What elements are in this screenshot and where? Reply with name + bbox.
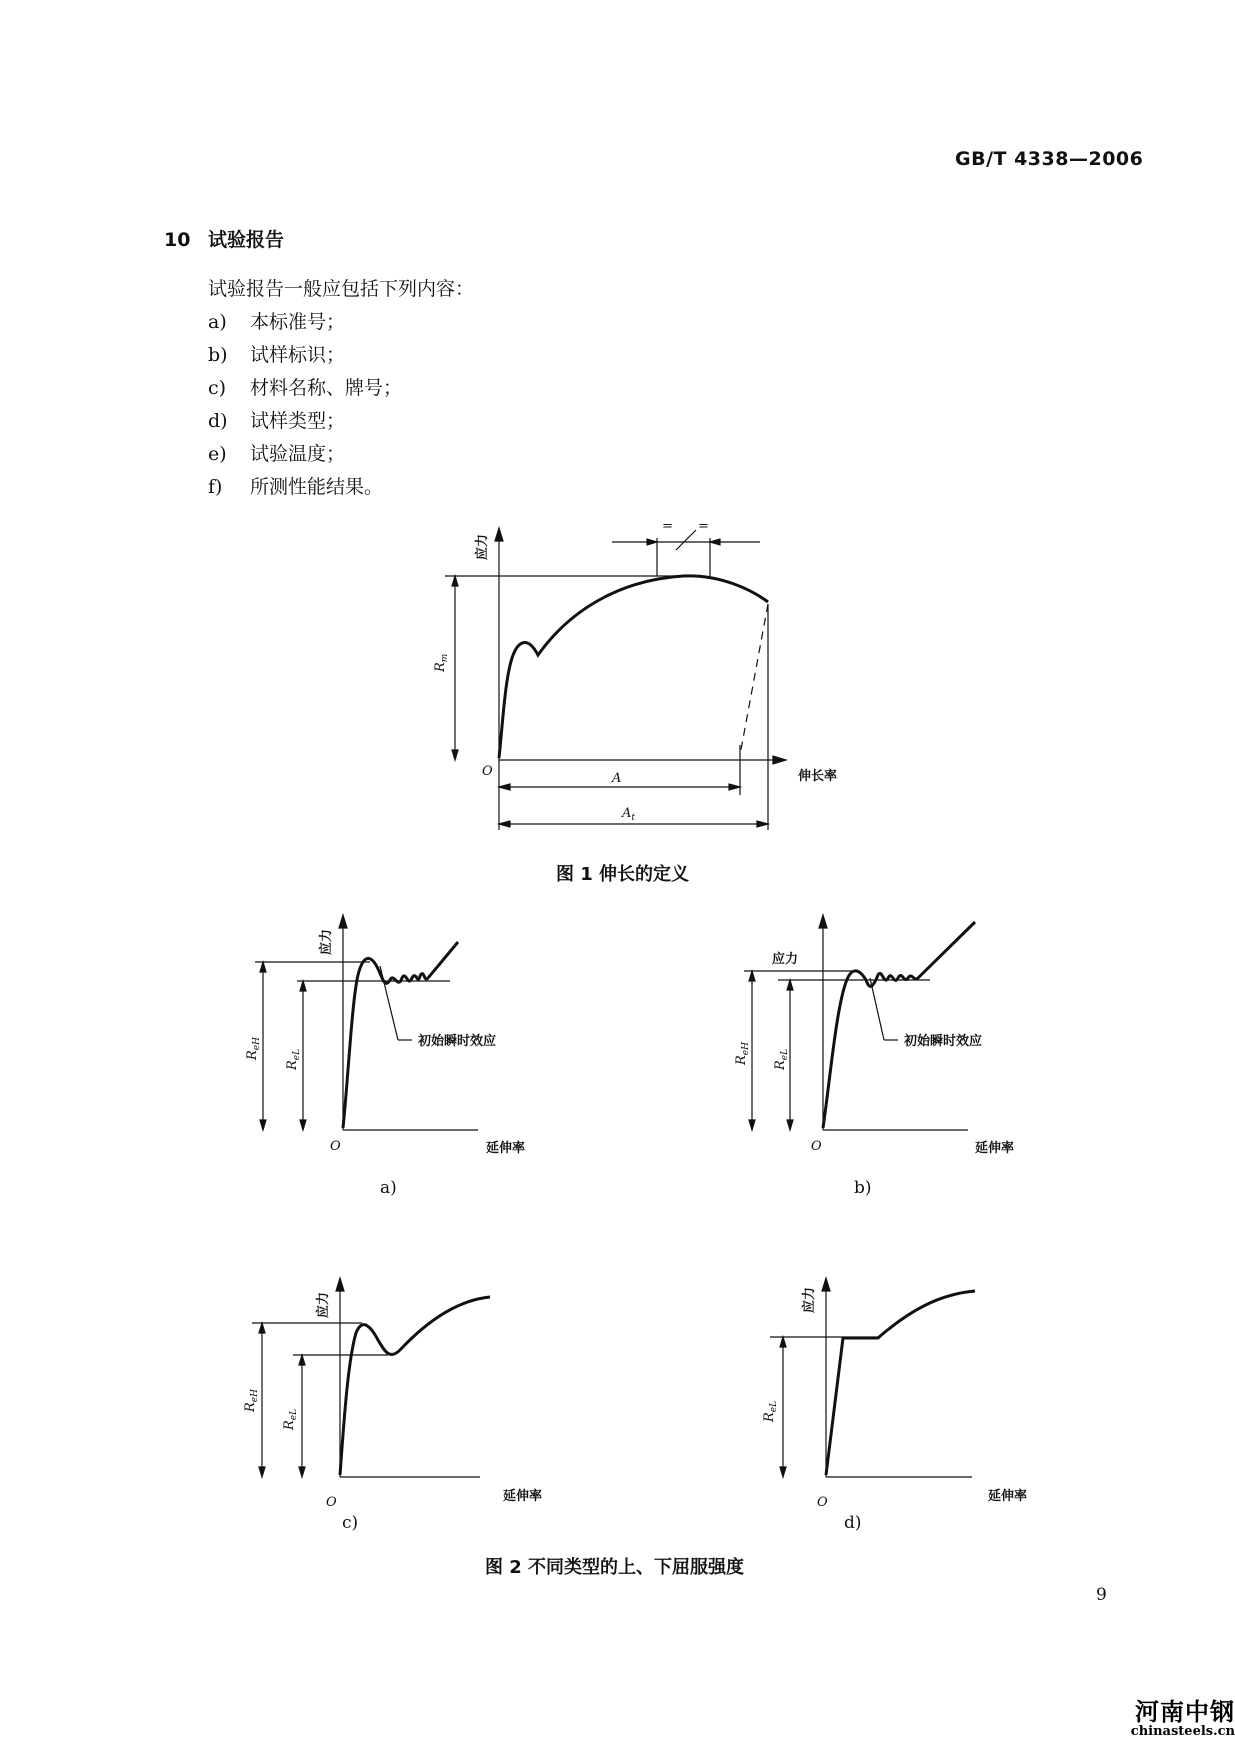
panel-b-annotation: 初始瞬时效应 [904, 1034, 983, 1049]
list-marker: f) [208, 476, 223, 498]
panel-c-rel-label: $R_{eL}$ [282, 1408, 299, 1430]
rm-label: $R_m$ [433, 653, 450, 672]
watermark-en: chinasteels.cn [1130, 1724, 1235, 1739]
list-marker: c) [208, 377, 227, 399]
panel-d-rel-label: $R_{eL}$ [762, 1400, 779, 1422]
panel-d-x-label: 延伸率 [988, 1489, 1028, 1504]
section-number: 10 [164, 229, 191, 251]
list-marker: b) [208, 344, 228, 366]
list-text: 所测性能结果。 [250, 476, 384, 498]
panel-a-reh-label: $R_{eH}$ [245, 1037, 262, 1060]
list-marker: e) [208, 443, 227, 465]
panel-d-graph [770, 1278, 975, 1477]
panel-c-y-label: 应力 [316, 1291, 331, 1318]
watermark-cn: 河南中钢 [1135, 1698, 1235, 1726]
panel-a-origin: O [330, 1139, 341, 1154]
panel-a-graph [255, 915, 478, 1130]
panel-c-reh-label: $R_{eH}$ [243, 1389, 260, 1412]
panel-b-rel-label: $R_{eL}$ [773, 1048, 790, 1070]
figure-1-caption: 图 1 伸长的定义 [556, 864, 690, 885]
list-text: 试验温度； [250, 443, 346, 465]
panel-a-annotation: 初始瞬时效应 [418, 1034, 497, 1049]
list-marker: d) [208, 410, 228, 432]
x-axis-label: 伸长率 [798, 769, 838, 784]
watermark-logo [1085, 1700, 1235, 1740]
origin-label: O [482, 764, 493, 779]
panel-a-x-label: 延伸率 [486, 1141, 526, 1156]
panel-a-sublabel: a) [380, 1178, 397, 1198]
equal-mark-right: = [698, 519, 709, 534]
panel-d-sublabel: d) [844, 1513, 862, 1533]
panel-c-origin: O [326, 1495, 337, 1510]
panel-b-y-label: 应力 [772, 952, 799, 967]
panel-b-reh-label: $R_{eH}$ [734, 1042, 751, 1065]
panel-b-x-label: 延伸率 [975, 1141, 1015, 1156]
a-label: A [612, 771, 622, 786]
panel-b-origin: O [811, 1139, 822, 1154]
panel-b-sublabel: b) [854, 1178, 872, 1198]
panel-a-rel-label: $R_{eL}$ [285, 1048, 302, 1070]
section-title-text: 试验报告 [208, 229, 285, 251]
list-marker: a) [208, 311, 227, 333]
list-text: 试样标识； [250, 344, 346, 366]
at-label: $A_t$ [622, 806, 636, 823]
panel-b-graph [744, 915, 975, 1130]
panel-c-graph [252, 1278, 490, 1477]
figure-2-caption: 图 2 不同类型的上、下屈服强度 [485, 1557, 745, 1578]
page-number: 9 [1096, 1585, 1107, 1605]
y-axis-label: 应力 [475, 533, 490, 560]
equal-mark-left: = [662, 519, 673, 534]
section-intro: 试验报告一般应包括下列内容： [208, 278, 475, 300]
panel-c-x-label: 延伸率 [503, 1489, 543, 1504]
panel-d-origin: O [817, 1495, 828, 1510]
panel-c-sublabel: c) [342, 1513, 359, 1533]
list-text: 本标准号； [250, 311, 346, 333]
list-text: 材料名称、牌号； [250, 377, 403, 399]
panel-a-y-label: 应力 [319, 928, 334, 955]
standard-code: GB/T 4338—2006 [955, 148, 1144, 170]
list-text: 试样类型； [250, 410, 346, 432]
panel-d-y-label: 应力 [802, 1286, 817, 1313]
